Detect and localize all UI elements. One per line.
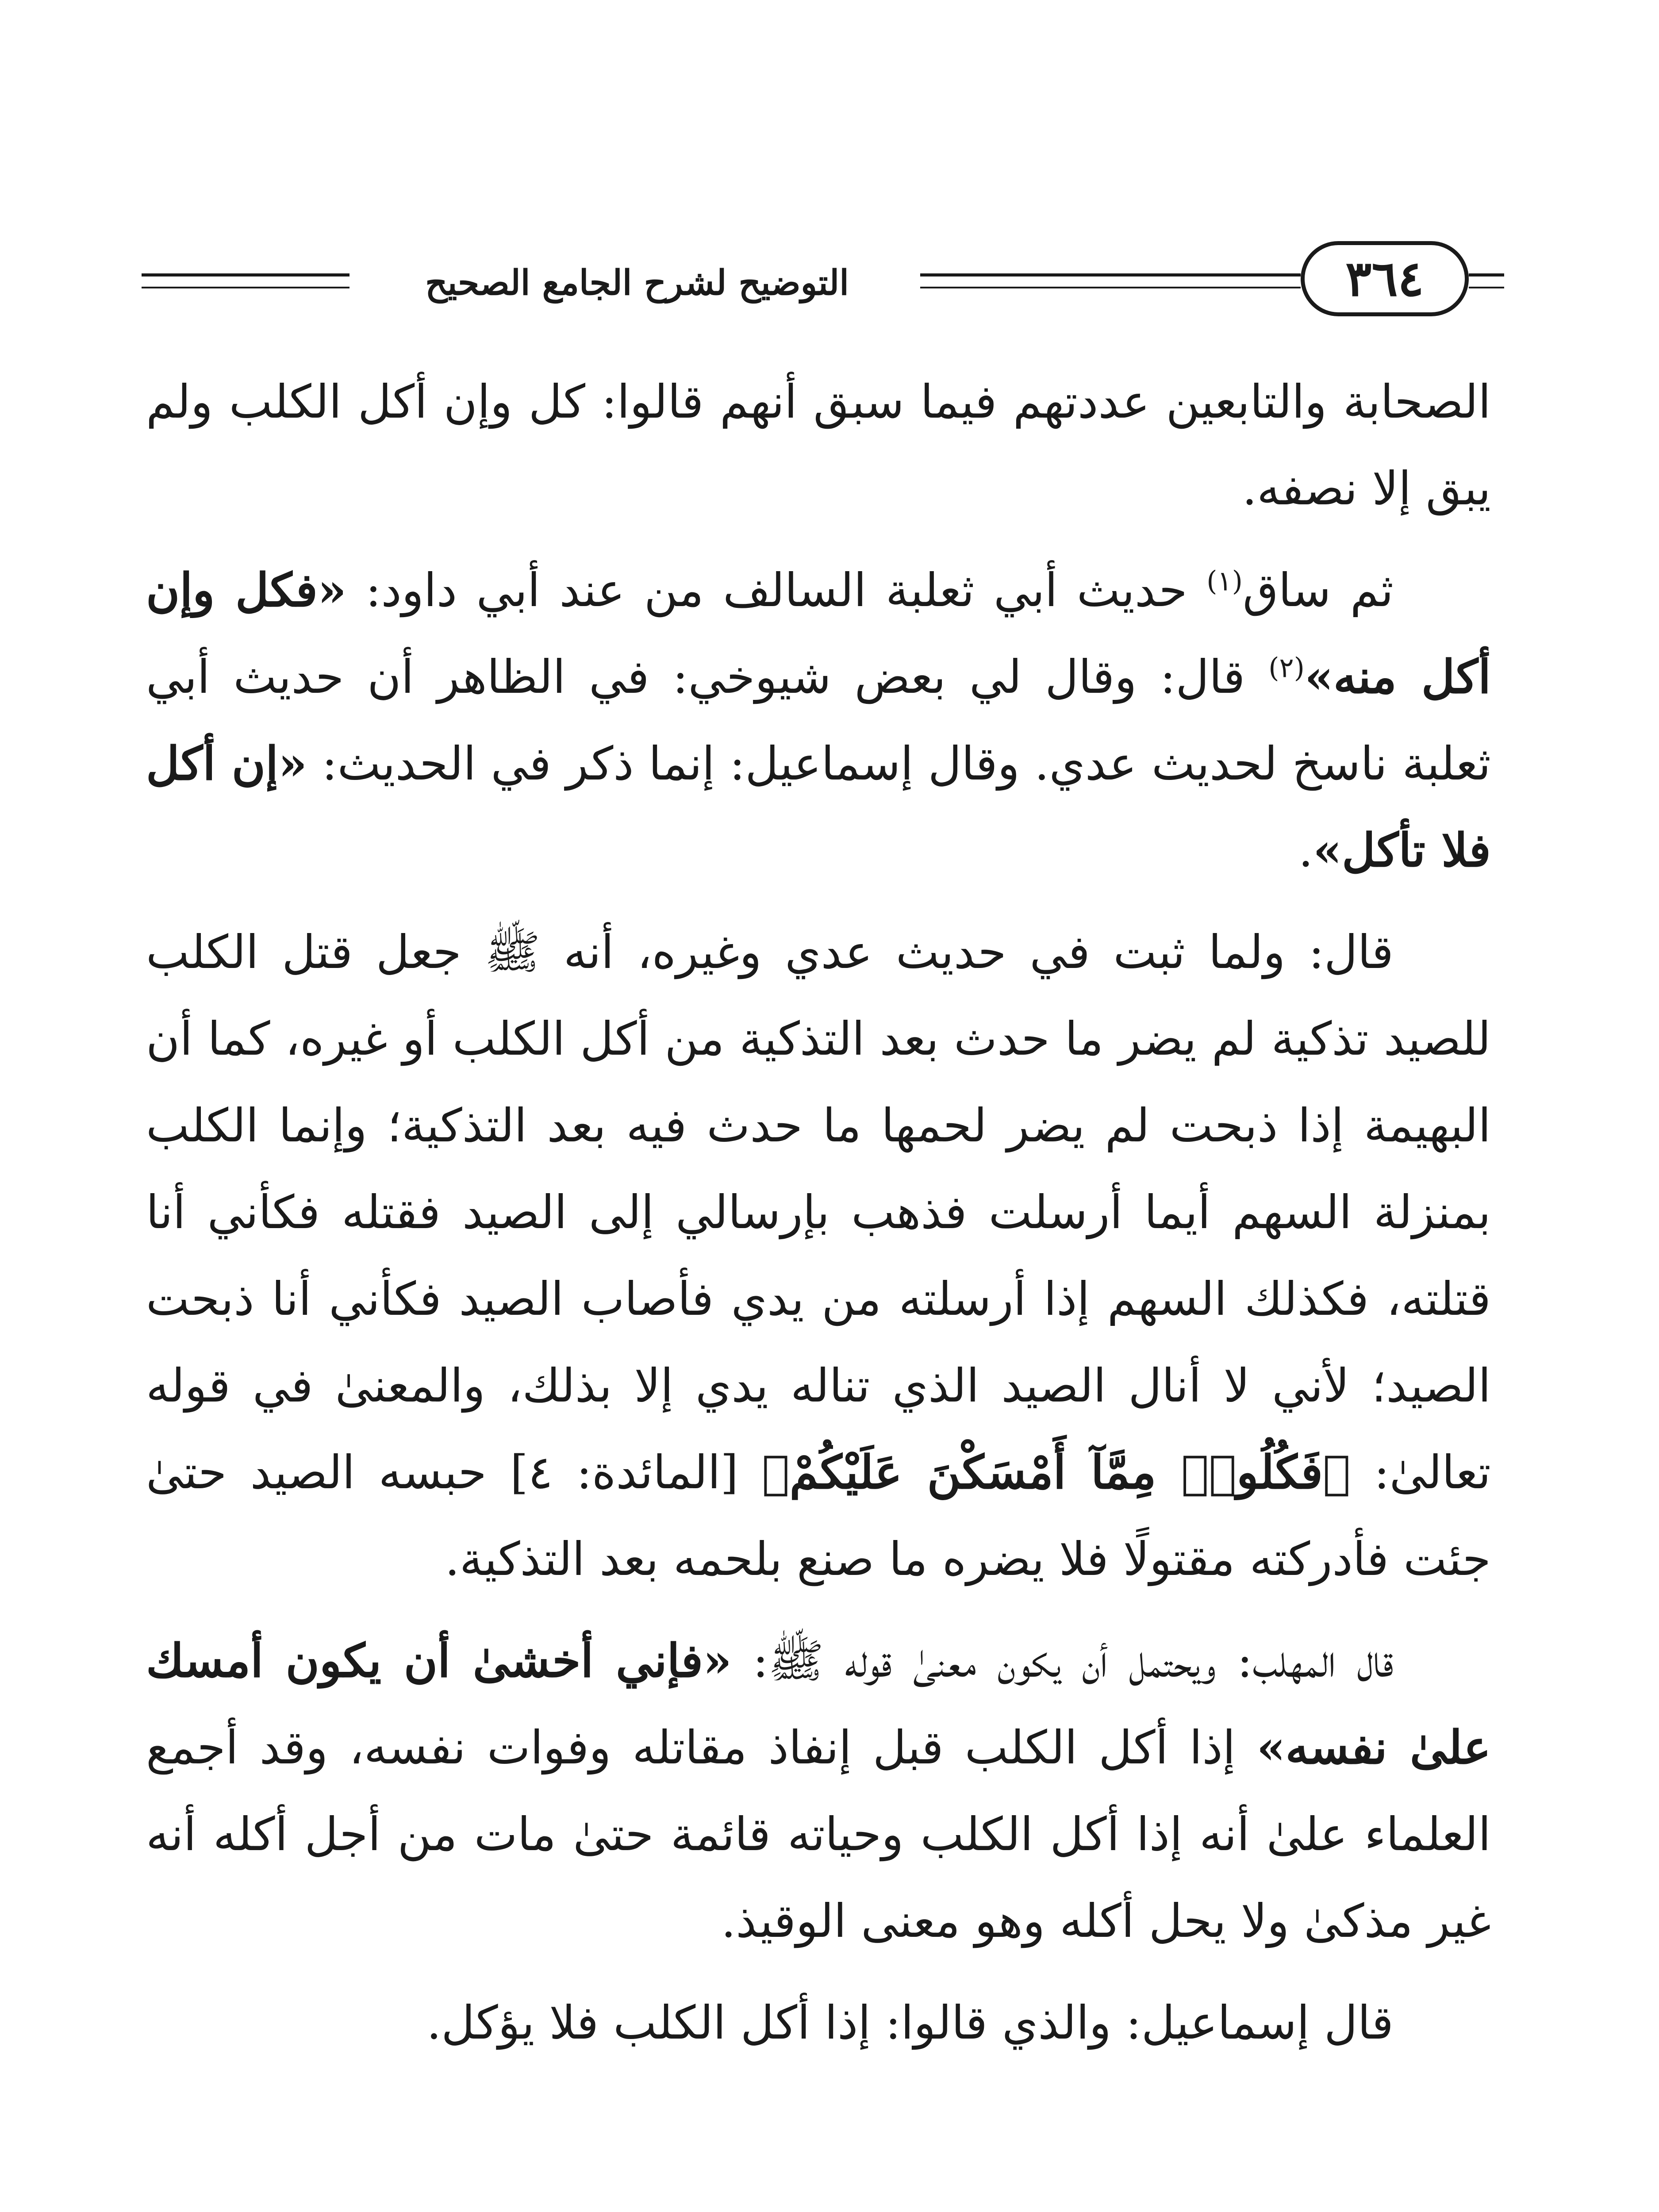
paragraph-4 <box>146 1617 1491 1964</box>
hadith-quote-2: «إن أكل فلا تأكل» <box>146 736 1491 877</box>
p2-text-3: قال: وقال لي بعض شيوخي: في الظاهر أن حديث أبي ثعلبة ناسخ لحديث عدي. وقال إسماعيل: إنما ذكر في الحديث: <box>146 650 1491 791</box>
p4-text-1: قال المهلب: ويحتمل أن يكون معنىٰ قوله ﷺ: <box>732 1634 1394 1688</box>
header-rule-mid-bottom <box>920 287 1301 288</box>
header-rule-mid-top <box>920 273 1301 276</box>
footnote-ref-2: (٢) <box>1268 651 1305 684</box>
paragraph-2 <box>146 547 1491 894</box>
header-rule-left-top <box>142 273 349 276</box>
p2-text-2: حديث أبي ثعلبة السالف من عند أبي داود: <box>346 563 1207 617</box>
book-title: التوضيح لشرح الجامع الصحيح <box>425 263 849 303</box>
p3-text-2: [المائدة: ٤] حبسه الصيد حتىٰ جئت فأدركته مقتولًا فلا يضره ما صنع بلحمه بعد التذكية. <box>146 1445 1491 1586</box>
p4-text-2: إذا أكل الكلب قبل إنفاذ مقاتله وفوات نفسه، وقد أجمع العلماء علىٰ أنه إذا أكل الكلب وحياته قائمة حتىٰ مات من أجل أكله أنه غير مذكىٰ ولا يحل أكله وهو معنى الوقيذ. <box>146 1720 1491 1948</box>
footnote-ref-1: (١) <box>1206 565 1243 597</box>
p2-text-1: ثم ساق <box>1242 563 1394 617</box>
p3-text-1: قال: ولما ثبت في حديث عدي وغيره، أنه ﷺ جعل قتل الكلب للصيد تذكية لم يضر ما حدث بعد التذكية من أكل الكلب أو غيره، كما أن البهيمة إذا ذبحت لم يضر لحمها ما حدث فيه بعد التذكية؛ وإنما الكلب بمنزلة السهم أيما أرسلت فذهب بإرسالي إلى الصيد فقتله فكأني أنا قتلته، فكذلك السهم إذا أرسلته من يدي فأصاب الصيد فكأني أنا ذبحت الصيد؛ لأني لا أنال الصيد الذي تناله يدي إلا بذلك، والمعنىٰ في قوله تعالىٰ: <box>146 925 1491 1499</box>
header-rule-right-bottom <box>1469 287 1504 288</box>
hadith-quote-3: «فإني أخشىٰ أن يكون أمسك علىٰ نفسه» <box>146 1633 1491 1774</box>
p2-text-4: . <box>1298 823 1313 877</box>
quran-verse: ﴿فَكُلُوا۟ مِمَّآ أَمْسَكْنَ عَلَيْكُمْ﴾ <box>762 1445 1351 1499</box>
paragraph-5: قال إسماعيل: والذي قالوا: إذا أكل الكلب فلا يؤكل. <box>426 1996 1394 2050</box>
main-text <box>146 358 1491 2066</box>
paragraph-1: الصحابة والتابعين عددتهم فيما سبق أنهم قالوا: كل وإن أكل الكلب ولم يبق إلا نصفه. <box>146 375 1491 515</box>
page-number: ٣٦٤ <box>1345 250 1424 307</box>
header-rule-right-top <box>1469 273 1504 276</box>
running-header <box>142 230 1504 336</box>
paragraph-3 <box>146 909 1491 1602</box>
hadith-quote-1: «فكل وإن أكل منه» <box>146 563 1491 704</box>
header-rule-left-bottom <box>142 287 349 288</box>
page-number-frame <box>1301 241 1469 316</box>
